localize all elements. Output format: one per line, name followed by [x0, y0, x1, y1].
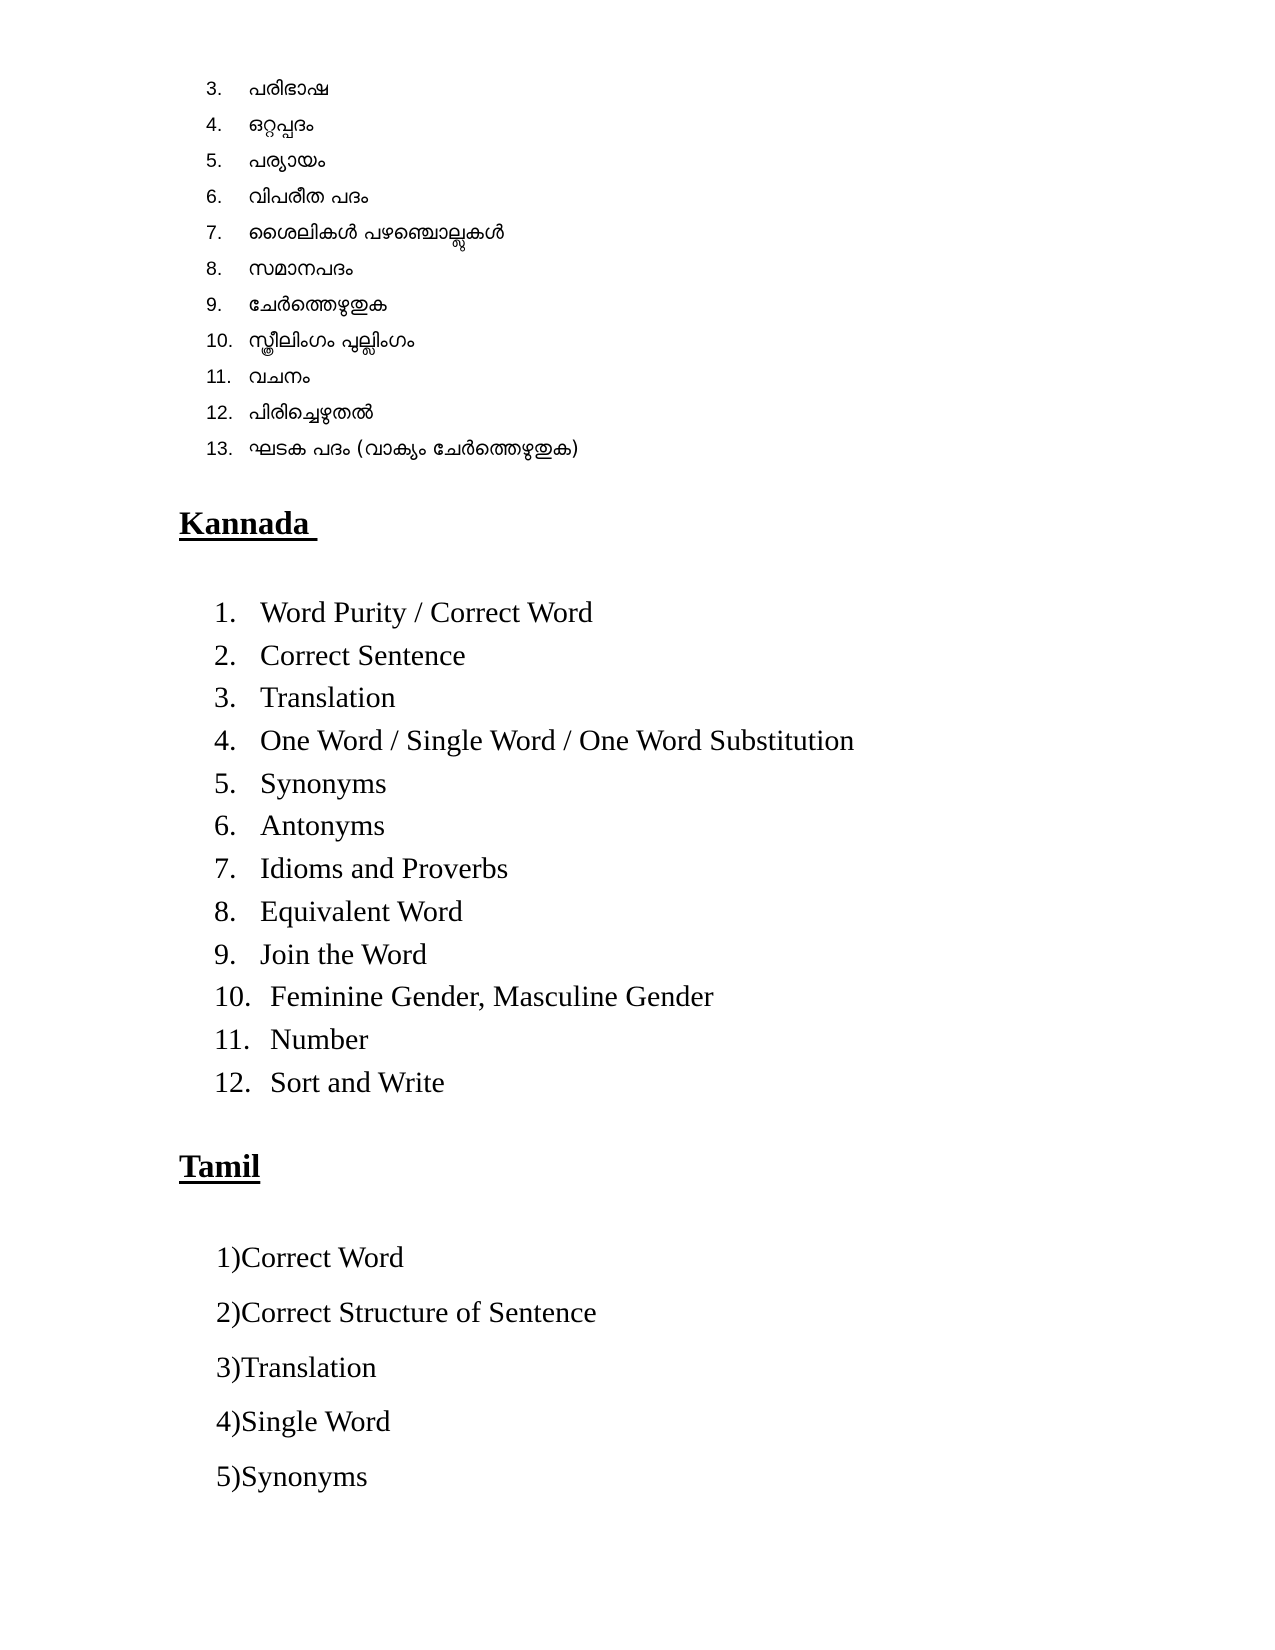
- tamil-item-number: 1): [216, 1241, 241, 1274]
- section-heading-tamil: Tamil: [179, 1149, 261, 1185]
- kannada-item: [0, 726, 1275, 769]
- malayalam-item: [0, 114, 1275, 150]
- kannada-item: [0, 683, 1275, 726]
- malayalam-item-label: ചേർത്തെഴുതുക: [248, 292, 387, 316]
- tamil-item: [0, 1295, 1275, 1353]
- kannada-item: [0, 1065, 1275, 1111]
- malayalam-item-number: 12.: [206, 402, 234, 424]
- tamil-item: [0, 1243, 1275, 1298]
- kannada-item: [0, 598, 1275, 641]
- malayalam-item-label: പര്യായം: [248, 148, 326, 172]
- kannada-item-label: Word Purity / Correct Word: [260, 596, 593, 629]
- kannada-item-label: Correct Sentence: [260, 638, 466, 672]
- malayalam-item-label: ശൈലികൾ പഴഞ്ചൊല്ലുകൾ: [248, 220, 504, 244]
- malayalam-item-label: സമാനപദം: [248, 256, 353, 280]
- kannada-item: [0, 854, 1275, 897]
- kannada-item: [0, 937, 1275, 983]
- kannada-item-label: Feminine Gender, Masculine Gender: [270, 980, 714, 1014]
- kannada-item: [0, 766, 1275, 812]
- tamil-item-number: 3): [216, 1350, 241, 1384]
- malayalam-item-number: 9.: [206, 294, 223, 316]
- kannada-item-number: 6.: [214, 809, 237, 843]
- malayalam-item-label: പരിഭാഷ: [248, 76, 328, 100]
- malayalam-item-number: 5.: [206, 150, 223, 172]
- kannada-item: [0, 1022, 1275, 1068]
- malayalam-item: [0, 78, 1275, 114]
- kannada-item-number: 3.: [214, 681, 237, 715]
- tamil-item-label: Correct Word: [241, 1241, 404, 1274]
- kannada-item-number: 7.: [214, 852, 237, 886]
- kannada-item-label: Equivalent Word: [260, 894, 463, 928]
- kannada-item-number: 11.: [214, 1022, 251, 1056]
- malayalam-item: [0, 294, 1275, 330]
- malayalam-item-label: പിരിച്ചെഴുതൽ: [248, 400, 373, 424]
- malayalam-item: [0, 222, 1275, 258]
- tamil-item-number: 2): [216, 1295, 241, 1329]
- tamil-item-label: Synonyms: [241, 1460, 368, 1494]
- malayalam-item: [0, 438, 1275, 474]
- malayalam-topic-list: [0, 78, 1275, 474]
- malayalam-item: [0, 366, 1275, 402]
- malayalam-item-label: സ്ത്രീലിംഗം പുല്ലിംഗം: [248, 328, 415, 352]
- kannada-item-label: Number: [270, 1022, 369, 1056]
- malayalam-item: [0, 402, 1275, 438]
- tamil-item: [0, 1462, 1275, 1517]
- tamil-item: [0, 1407, 1275, 1462]
- malayalam-item-number: 8.: [206, 258, 223, 280]
- malayalam-item-label: വചനം: [248, 364, 310, 388]
- malayalam-item-number: 10.: [206, 330, 234, 352]
- malayalam-item-number: 7.: [206, 222, 223, 244]
- kannada-item-number: 10.: [214, 980, 252, 1014]
- malayalam-item-number: 13.: [206, 438, 234, 460]
- tamil-item: [0, 1350, 1275, 1408]
- kannada-item-number: 2.: [214, 638, 237, 672]
- kannada-item-number: 4.: [214, 724, 237, 758]
- kannada-item: [0, 982, 1275, 1025]
- malayalam-item-number: 6.: [206, 186, 223, 208]
- tamil-item-label: Single Word: [241, 1405, 391, 1439]
- malayalam-item-label: ഘടക പദം (വാക്യം ചേർത്തെഴുതുക): [248, 436, 579, 460]
- malayalam-item-label: ഒറ്റപ്പദം: [248, 112, 314, 136]
- kannada-item: [0, 638, 1275, 684]
- tamil-item-label: Translation: [241, 1350, 377, 1384]
- malayalam-item: [0, 150, 1275, 186]
- malayalam-item-label: വിപരീത പദം: [248, 184, 369, 208]
- kannada-item-number: 1.: [214, 596, 237, 629]
- tamil-item-number: 5): [216, 1460, 241, 1494]
- kannada-item-label: One Word / Single Word / One Word Substitution: [260, 724, 855, 758]
- malayalam-item-number: 3.: [206, 78, 223, 100]
- malayalam-item: [0, 330, 1275, 366]
- tamil-item-label: Correct Structure of Sentence: [241, 1295, 597, 1329]
- section-heading-kannada: Kannada: [179, 506, 318, 542]
- kannada-item-number: 12.: [214, 1065, 252, 1099]
- kannada-item: [0, 811, 1275, 854]
- malayalam-item: [0, 258, 1275, 294]
- malayalam-item-number: 4.: [206, 114, 223, 136]
- kannada-item-label: Translation: [260, 681, 396, 715]
- kannada-item-label: Join the Word: [260, 937, 428, 971]
- malayalam-item-number: 11.: [206, 366, 232, 388]
- kannada-topic-list: [0, 598, 1275, 1110]
- kannada-item-number: 5.: [214, 766, 237, 800]
- kannada-item: [0, 894, 1275, 940]
- kannada-item-number: 9.: [214, 937, 237, 971]
- kannada-item-label: Sort and Write: [270, 1065, 445, 1099]
- kannada-item-number: 8.: [214, 894, 237, 928]
- tamil-item-number: 4): [216, 1405, 241, 1439]
- tamil-topic-list: [0, 1243, 1275, 1517]
- kannada-item-label: Synonyms: [260, 766, 387, 800]
- malayalam-item: [0, 186, 1275, 222]
- kannada-item-label: Idioms and Proverbs: [260, 852, 509, 886]
- kannada-item-label: Antonyms: [260, 809, 386, 843]
